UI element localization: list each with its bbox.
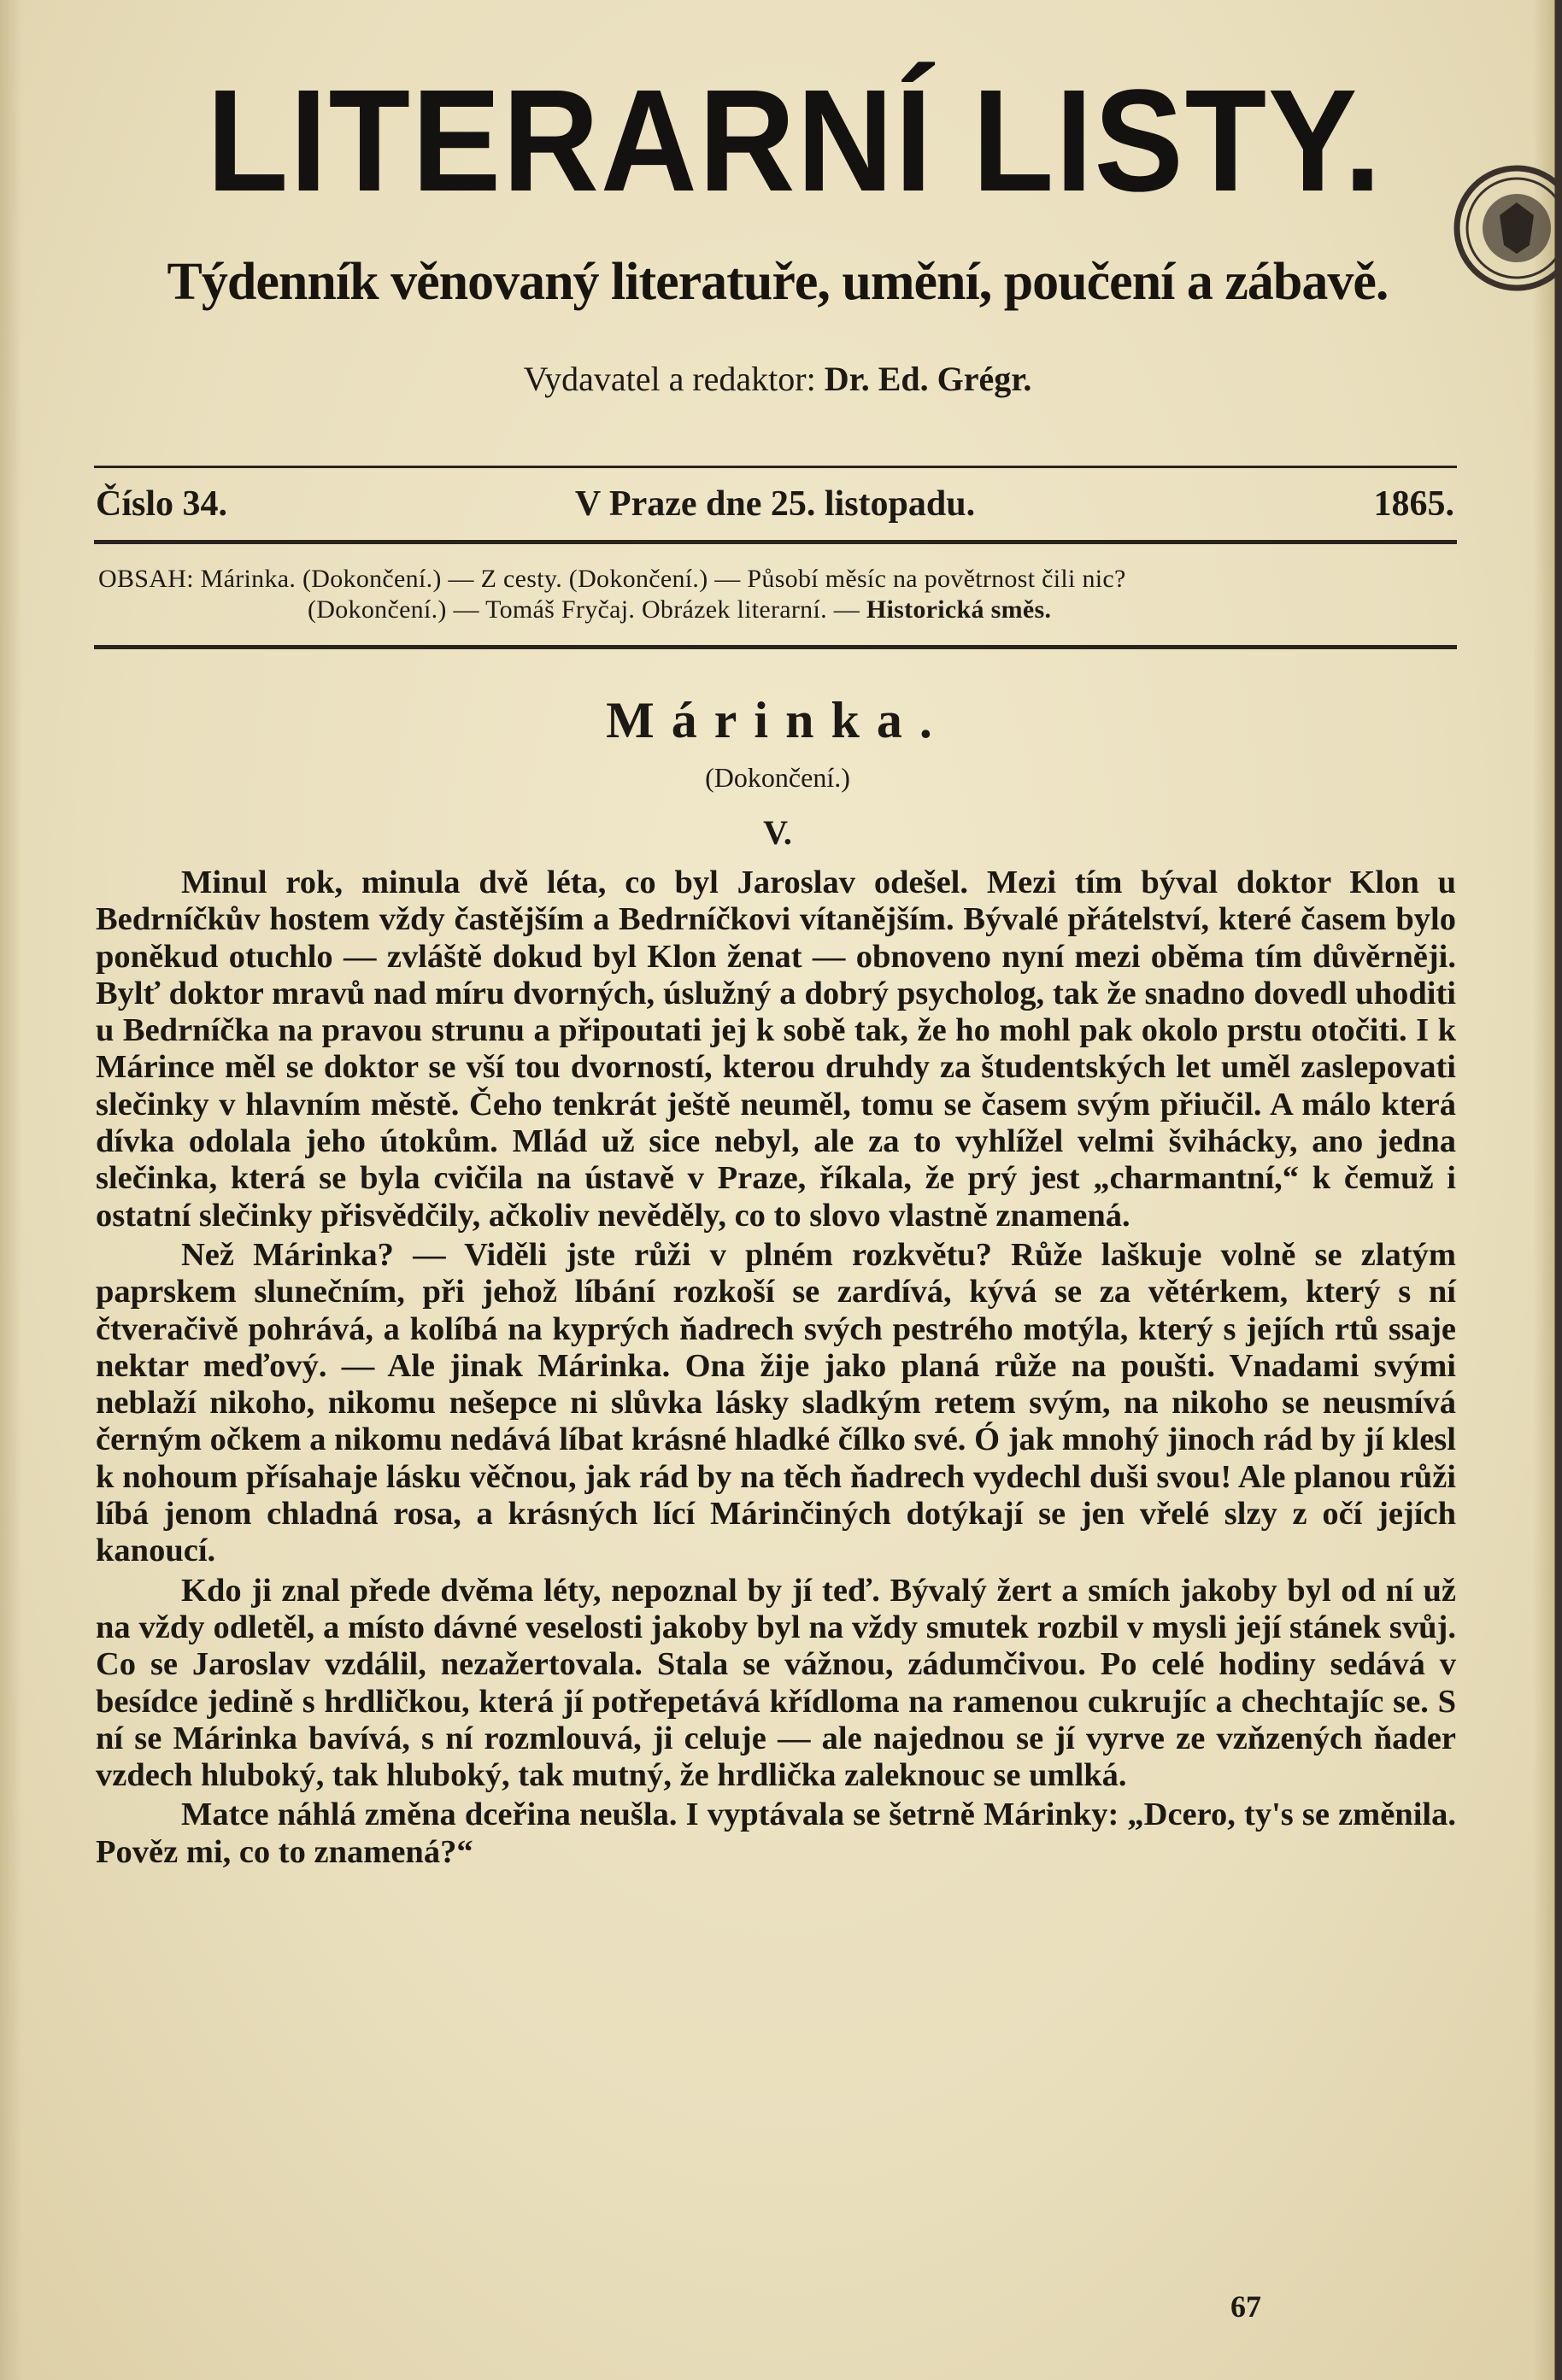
article-body (96, 865, 1456, 1871)
contents-historical-section: Historická směs. (866, 595, 1052, 624)
article-paragraph: Kdo ji znal přede dvěma léty, nepoznal by jí teď. Bývalý žert a smích jakoby byl od ní už na vždy odletěl, a místo dávné veselosti jakoby byl na vždy smutek rozbil v mysli její stánek svůj. Co se Jaroslav vzdálil, nezažertovala. Stala se vážnou, zádumčivou. Po celé hodiny sedává v besídce jedině s hrdličkou, která jí potřepetává křídloma na ramenou cukrujíc a chechtajíc se. S ní se Márinka bavívá, s ní rozmlouvá, ji celuje — ale najednou se jí vyrve ze vzňzených ňader vzdech hluboký, tak hluboký, tak mutný, že hrdlička zaleknouc se umlká. (96, 1572, 1456, 1794)
divider-rule (94, 540, 1457, 544)
page-right-edge-binding (1533, 0, 1562, 2380)
issue-place-date: V Praze dne 25. listopadu. (574, 484, 976, 524)
table-of-contents (98, 564, 1457, 625)
article-paragraph: Matce náhlá změna dceřina neušla. I vyptávala se šetrně Márinky: „Dcero, ty's se změnila. Pověz mi, co to znamená?“ (96, 1797, 1456, 1870)
editor-line (128, 359, 1427, 400)
editor-label: Vydavatel a redaktor: (523, 360, 816, 398)
contents-label: OBSAH: (98, 565, 194, 593)
contents-line-2-text: (Dokončení.) — Tomáš Fryčaj. Obrázek literarní. — (308, 595, 860, 624)
contents-line-2 (98, 595, 1457, 625)
article-paragraph: Než Márinka? — Viděli jste růži v plném rozkvětu? Růže laškuje volně se zlatým paprskem slunečním, při jehož líbání rozkoší se zardívá, kývá se za větérkem, který s ní čtveračivě pohrává, a kolíbá na kyprých ňadrech svých pestrého motýla, který s jejích rtů ssaje nektar meďový. — Ale jinak Márinka. Ona žije jako planá růže na poušti. Vnadami svými neblaží nikoho, nikomu nešepce ni slůvka lásky sladkým retem svým, na nikoho se neusmívá černým očkem a nikomu nedává líbat krásné hladké čílko své. Ó jak mnohý jinoch rád by jí klesl k nohoum přísahaje lásku věčnou, jak rád by na těch ňadrech vydechl duši svou! Ale planou růži líbá jenom chladná rosa, a krásných lící Márinčiných dotýkají se jen vřelé slzy z očí jejích kanoucí. (96, 1236, 1456, 1569)
issue-year: 1865. (1373, 484, 1454, 524)
divider-rule (94, 466, 1457, 468)
library-stamp-icon (1453, 164, 1562, 292)
page-left-edge-shadow (0, 0, 22, 2380)
issue-info-row (96, 478, 1454, 530)
contents-line-1: Márinka. (Dokončení.) — Z cesty. (Dokončení.) — Působí měsíc na povětrnost čili nic? (200, 565, 1126, 593)
masthead-title: LITERARNÍ LISTY. (206, 60, 1383, 222)
editor-name: Dr. Ed. Grégr. (824, 360, 1032, 398)
issue-number: Číslo 34. (96, 484, 228, 524)
article-continuation: (Dokončení.) (705, 762, 850, 793)
chapter-number: V. (763, 813, 792, 852)
divider-rule (94, 645, 1457, 649)
page-number: 67 (1230, 2289, 1261, 2324)
article-paragraph: Minul rok, minula dvě léta, co byl Jaroslav odešel. Mezi tím býval doktor Klon u Bedrníčkův hostem vždy častějším a Bedrníčkovi vítanějším. Bývalé přátelství, které časem bylo poněkud otuchlo — zvláště dokud byl Klon ženat — obnoveno nyní mezi oběma tím důvěrněji. Bylť doktor mravů nad míru dvorných, úslužný a dobrý psycholog, tak že snadno dovedl uhoditi u Bedrníčka na pravou strunu a připoutati jej k sobě tak, že ho mohl pak okolo prstu otočiti. I k Márince měl se doktor se vší tou dvorností, kterou druhdy za študentských let uměl zaslepovati slečinky v hlavním městě. Čeho tenkrát ještě neuměl, tomu se časem svým přiučil. A málo která dívka odolala jeho útokům. Mlád už sice nebyl, ale za to vyhlížel velmi švihácky, ano jedna slečinka, která se byla cvičila na ústavě v Praze, říkala, že prý jest „charmantní,“ k čemuž i ostatní slečinky přisvědčily, ačkoliv nevěděly, co to slovo vlastně znamená. (96, 865, 1456, 1234)
masthead-subtitle: Týdenník věnovaný literatuře, umění, poučení a zábavě. (167, 253, 1389, 311)
article-title: Márinka. (606, 692, 949, 748)
